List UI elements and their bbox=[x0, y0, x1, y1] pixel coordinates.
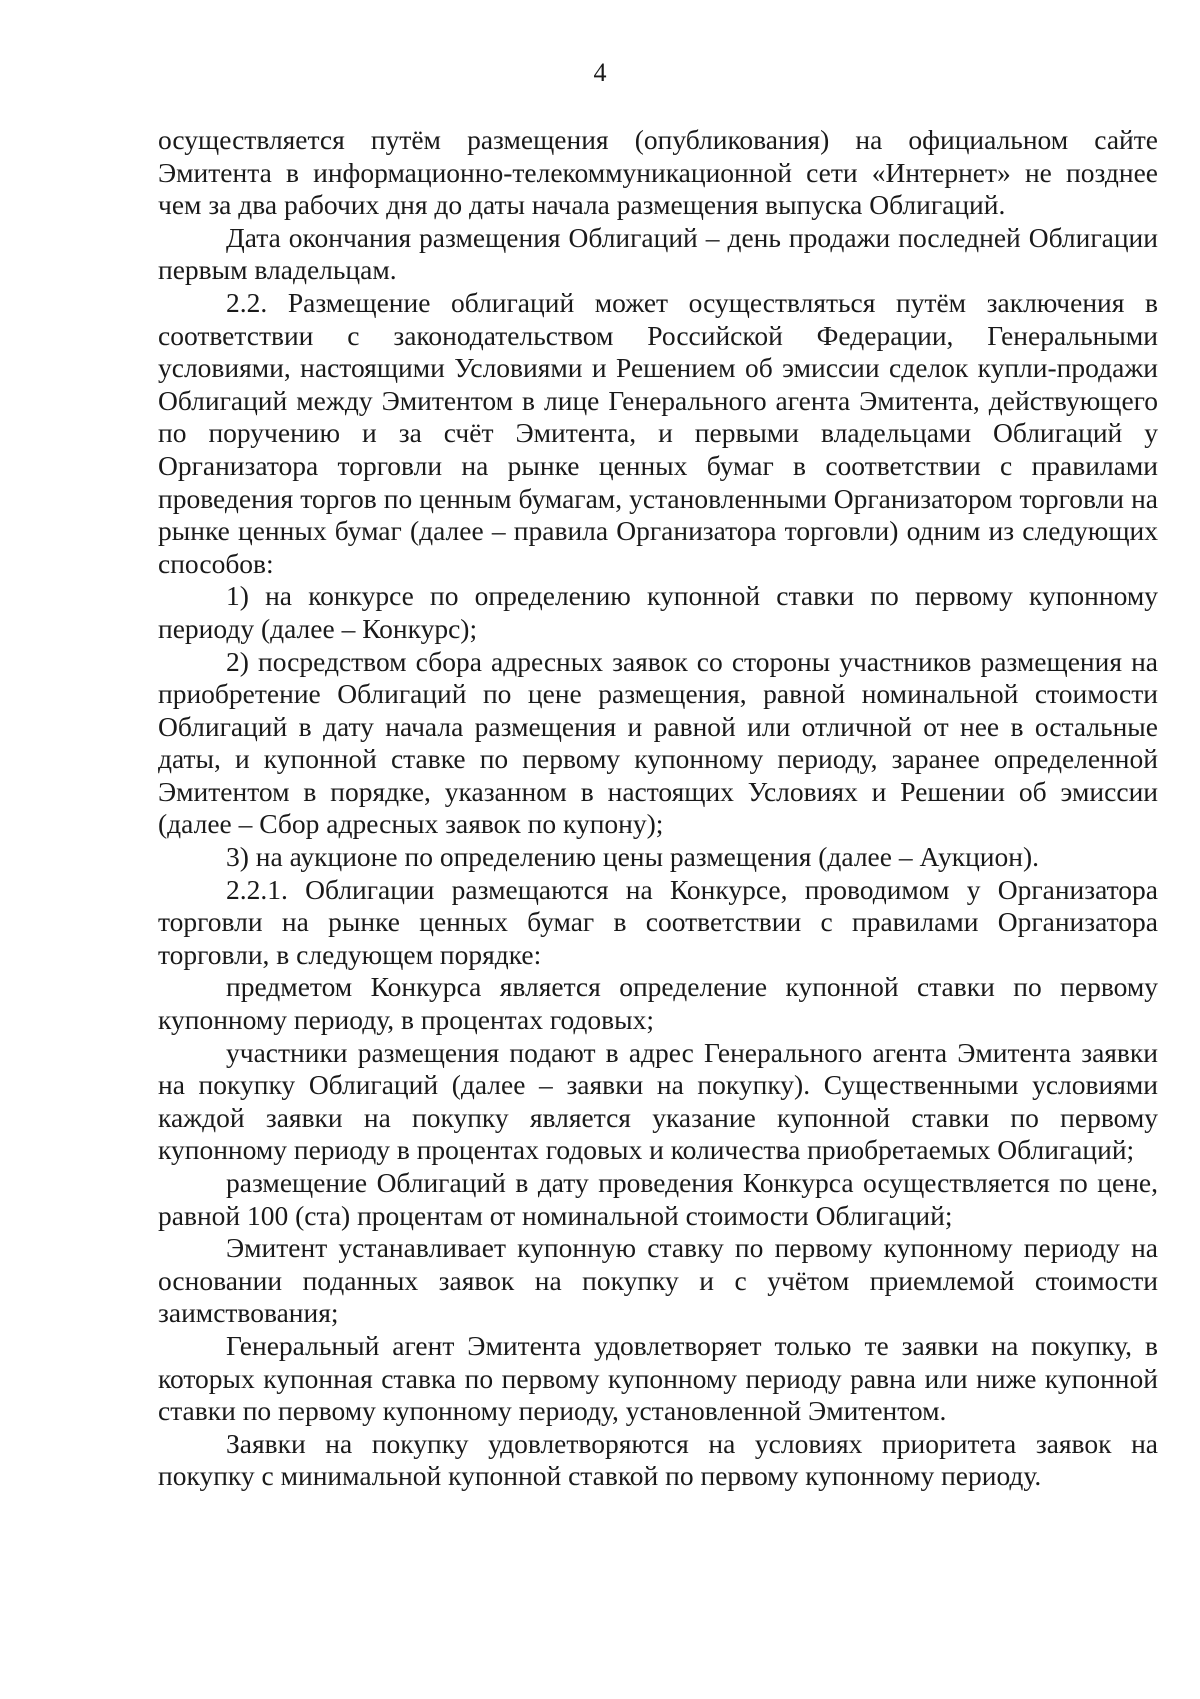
paragraph: Эмитент устанавливает купонную ставку по первому купонному периоду на основании поданных заявок на покупку и с учётом приемлемой стоимости заимствования; bbox=[158, 1232, 1158, 1329]
paragraph: Заявки на покупку удовлетворяются на условиях приоритета заявок на покупку с минимальной купонной ставкой по первому купонному периоду. bbox=[158, 1427, 1158, 1492]
list-item-1: 1) на конкурсе по определению купонной ставки по первому купонному периоду (далее – Конкурс); bbox=[158, 580, 1158, 644]
paragraph: предметом Конкурса является определение купонной ставки по первому купонному периоду, в процентах годовых; bbox=[158, 971, 1158, 1036]
document-body bbox=[158, 124, 1158, 1493]
list-item-3: 3) на аукционе по определению цены размещения (далее – Аукцион). bbox=[226, 841, 1039, 873]
page-number: 4 bbox=[593, 58, 607, 87]
paragraph: размещение Облигаций в дату проведения Конкурса осуществляется по цене, равной 100 (ста) процентам от номинальной стоимости Облигаций; bbox=[158, 1167, 1158, 1231]
section-2-2-1-paragraph: 2.2.1. Облигации размещаются на Конкурсе, проводимом у Организатора торговли на рынке ценных бумаг в соответствии с правилами Организатора торговли, в следующем порядке: bbox=[158, 873, 1158, 970]
paragraph: участники размещения подают в адрес Генерального агента Эмитента заявки на покупку Облигаций (далее – заявки на покупку). Существенными условиями каждой заявки на покупку является указание купонной ставки по первому купонному периоду в процентах годовых и количества приобретаемых Облигаций; bbox=[158, 1036, 1158, 1166]
list-item-2: 2) посредством сбора адресных заявок со стороны участников размещения на приобретение Облигаций по цене размещения, равной номинальной стоимости Облигаций в дату начала размещения и равной или отличной от нее в остальные даты, и купонной ставке по первому купонному периоду, заранее определенной Эмитентом в порядке, указанном в настоящих Условиях и Решении об эмиссии (далее – Сбор адресных заявок по купону); bbox=[158, 645, 1158, 840]
paragraph: Генеральный агент Эмитента удовлетворяет только те заявки на покупку, в которых купонная ставка по первому купонному периоду равна или ниже купонной ставки по первому купонному периоду, установленной Эмитентом. bbox=[158, 1329, 1158, 1427]
section-2-2-paragraph: 2.2. Размещение облигаций может осуществляться путём заключения в соответствии с законодательством Российской Федерации, Генеральными условиями, настоящими Условиями и Решением об эмиссии сделок купли-продажи Облигаций между Эмитентом в лице Генерального агента Эмитента, действующего по поручению и за счёт Эмитента, и первыми владельцами Облигаций у Организатора торговли на рынке ценных бумаг в соответствии с правилами проведения торгов по ценным бумагам, установленными Организатором торговли на рынке ценных бумаг (далее – правила Организатора торговли) одним из следующих способов: bbox=[158, 286, 1158, 579]
paragraph: осуществляется путём размещения (опубликования) на официальном сайте Эмитента в информационно-телекоммуникационной сети «Интернет» не позднее чем за два рабочих дня до даты начала размещения выпуска Облигаций. bbox=[158, 124, 1158, 221]
paragraph: Дата окончания размещения Облигаций – день продажи последней Облигации первым владельцам. bbox=[158, 221, 1158, 286]
